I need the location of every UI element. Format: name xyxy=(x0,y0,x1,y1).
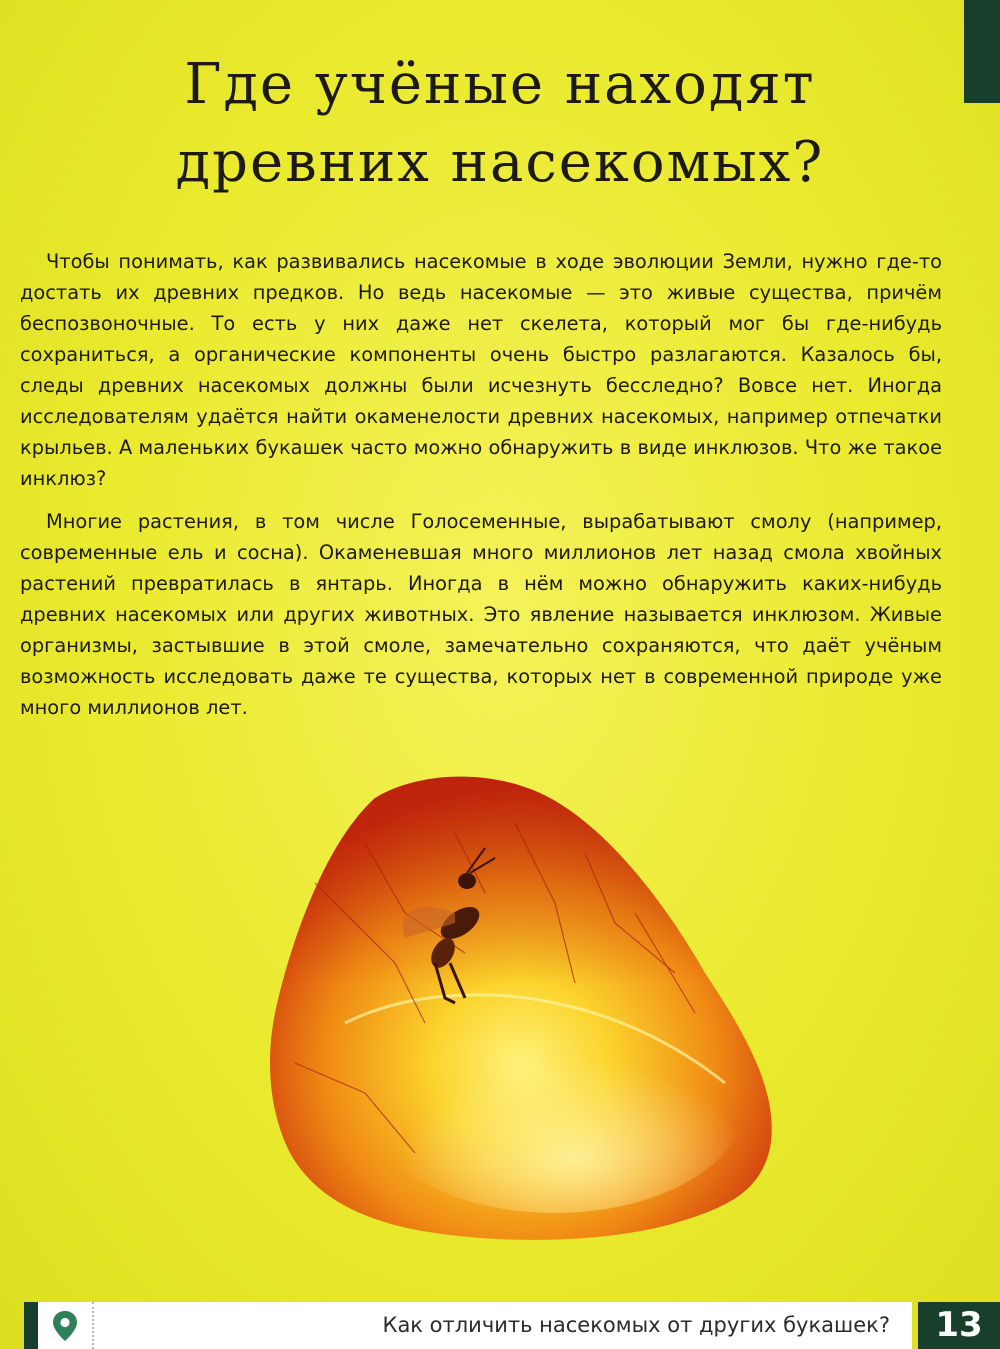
footer-accent-strip xyxy=(24,1302,38,1349)
paragraph-2: Многие растения, в том числе Голосеменные, вырабатывают смолу (например, современные ель и сосна). Окаменевшая много миллионов лет назад смола хвойных растений превратилась в янтарь. Иногда в нём можно обнаружить каких-нибудь древних насекомых или других животных. Это явление называется инклюзом. Живые организмы, застывшие в этой смоле, замечательно сохраняются, что даёт учёным возможность исследовать даже те существа, которых нет в современной природе уже много миллионов лет. xyxy=(20,510,942,719)
page-number-box xyxy=(918,1302,1000,1349)
page-title xyxy=(60,46,940,202)
footer-divider xyxy=(92,1302,94,1349)
page-number: 13 xyxy=(935,1305,983,1345)
amber-inclusion-photo xyxy=(255,763,785,1253)
corner-tab xyxy=(964,0,1000,103)
paragraph-1: Чтобы понимать, как развивались насекомые в ходе эволюции Земли, нужно где-то достать их древних предков. Но ведь насекомые — это живые существа, причём беспозвоночные. То есть у них даже нет скелета, который мог бы где-нибудь сохраниться, а органические компоненты очень быстро разлагаются. Казалось бы, следы древних насекомых должны были исчезнуть бесследно? Вовсе нет. Иногда исследователям удаётся найти окаменелости древних насекомых, например отпечатки крыльев. А маленьких букашек часто можно обнаружить в виде инклюзов. Что же такое инклюз? xyxy=(20,250,942,490)
amber-highlight xyxy=(365,993,745,1213)
footer-caption: Как отличить насекомых от других букашек? xyxy=(382,1313,890,1337)
body-text xyxy=(20,246,942,735)
map-pin-icon xyxy=(50,1310,80,1342)
footer-bar xyxy=(24,1302,912,1349)
title-line-1: Где учёные находят xyxy=(184,52,816,117)
title-line-2: древних насекомых? xyxy=(175,130,825,195)
